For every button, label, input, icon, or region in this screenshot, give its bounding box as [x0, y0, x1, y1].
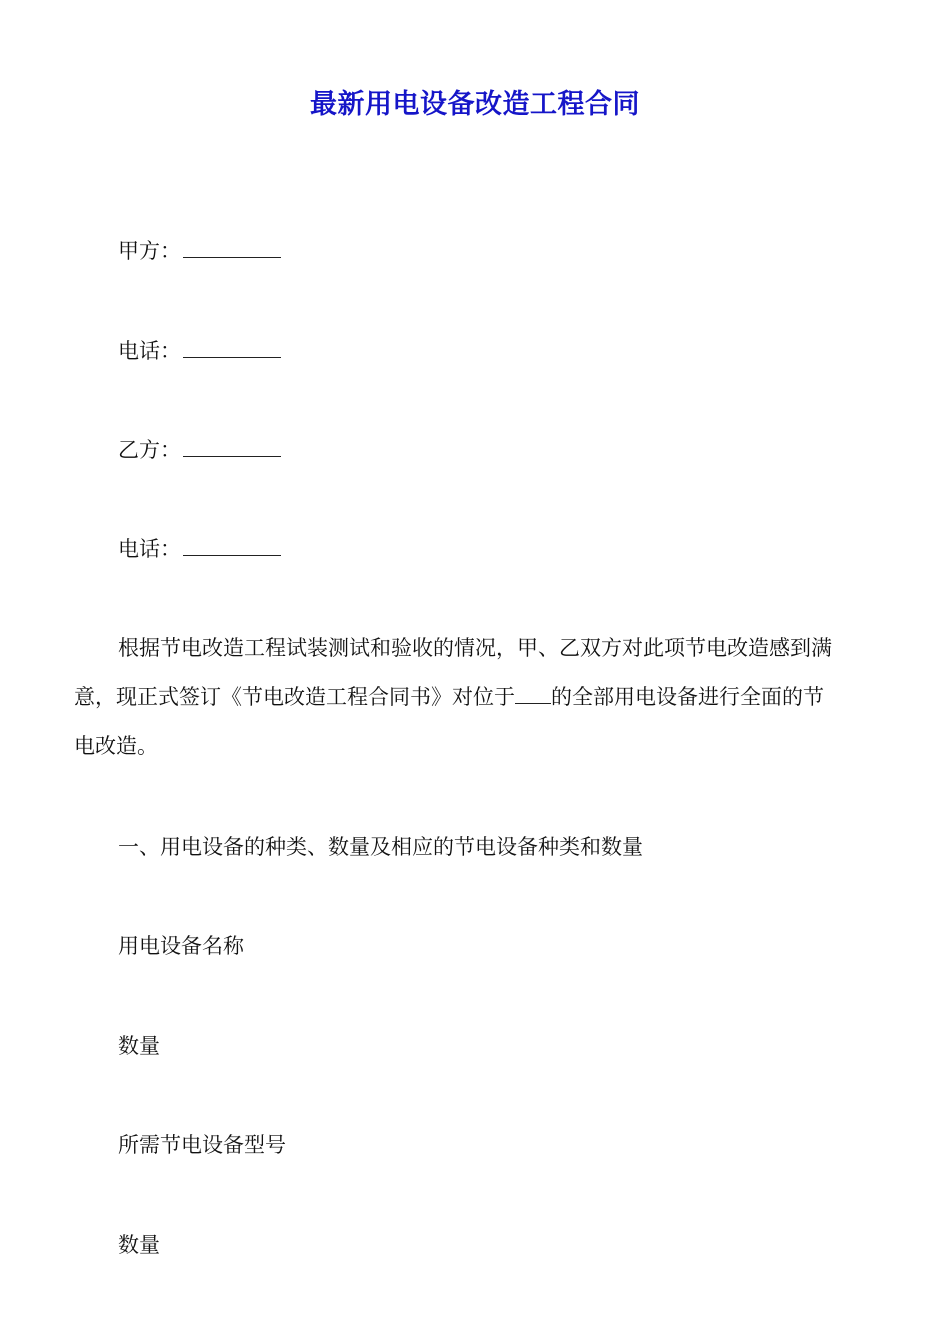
- intro-line-2-before: 意，现正式签订《节电改造工程合同书》对位于: [74, 685, 515, 709]
- party-b-label: 乙方：: [118, 438, 181, 462]
- party-b-blank: [183, 436, 281, 457]
- document-title: 最新用电设备改造工程合同: [310, 89, 640, 120]
- item-saver-model: 所需节电设备型号: [118, 1133, 286, 1157]
- party-a-label: 甲方：: [118, 239, 181, 263]
- location-blank: [515, 685, 551, 704]
- phone-b-line: [118, 534, 281, 564]
- item-quantity-2: 数量: [118, 1233, 160, 1257]
- phone-a-label: 电话：: [118, 339, 181, 363]
- party-a-line: [118, 236, 281, 266]
- intro-line-2: [74, 673, 880, 722]
- intro-line-3: 电改造。: [74, 734, 158, 758]
- intro-paragraph: [74, 624, 880, 771]
- phone-b-label: 电话：: [118, 537, 181, 561]
- party-a-blank: [183, 237, 281, 258]
- phone-b-blank: [183, 535, 281, 556]
- item-quantity-1: 数量: [118, 1034, 160, 1058]
- phone-a-line: [118, 336, 281, 366]
- intro-line-1: 根据节电改造工程试装测试和验收的情况，甲、乙双方对此项节电改造感到满: [118, 636, 832, 660]
- party-b-line: [118, 435, 281, 465]
- intro-line-2-after: 的全部用电设备进行全面的节: [551, 685, 824, 709]
- item-equipment-name: 用电设备名称: [118, 934, 244, 958]
- phone-a-blank: [183, 337, 281, 358]
- section-1-heading: 一、用电设备的种类、数量及相应的节电设备种类和数量: [118, 835, 643, 859]
